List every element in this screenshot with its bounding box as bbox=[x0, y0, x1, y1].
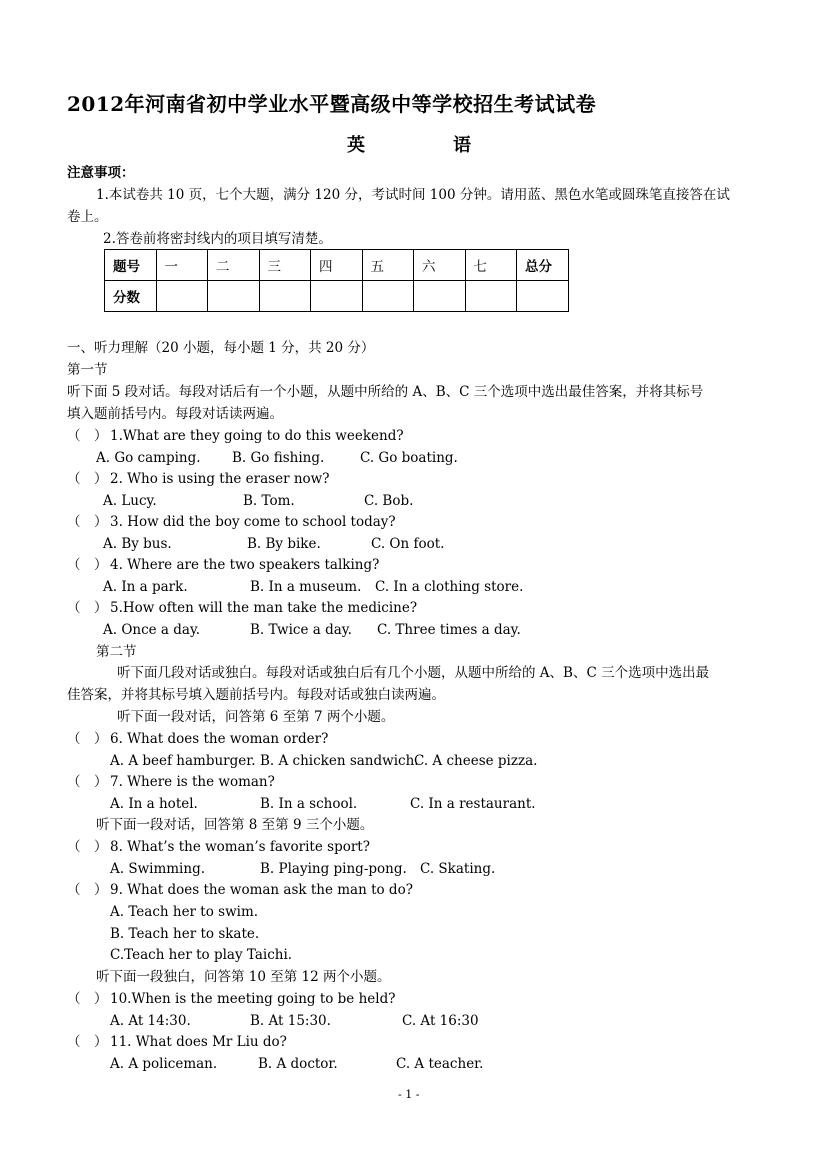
answer-paren[interactable]: （ ） bbox=[67, 471, 108, 487]
question-6: 6. What does the woman order? bbox=[110, 731, 329, 747]
answer-paren[interactable]: （ ） bbox=[67, 774, 108, 790]
option-a: A. A policeman. bbox=[110, 1056, 218, 1072]
table-cell: 六 bbox=[414, 250, 466, 281]
option-c: C. In a clothing store. bbox=[375, 579, 524, 595]
part-1-instructions-cont: 填入题前括号内。每段对话读两遍。 bbox=[67, 406, 283, 422]
question-2: 2. Who is using the eraser now? bbox=[110, 471, 330, 487]
page-number: - 1 - bbox=[398, 1088, 420, 1101]
score-input-cell[interactable] bbox=[362, 281, 414, 312]
table-cell: 题号 bbox=[105, 250, 157, 281]
option-a: A. Go camping. bbox=[96, 450, 201, 466]
notice-line-1: 1.本试卷共 10 页，七个大题，满分 120 分，考试时间 100 分钟。请用蓝、黑色水笔或圆珠笔直接答在试 bbox=[96, 187, 730, 203]
option-b: B. At 15:30. bbox=[250, 1013, 331, 1029]
table-cell: 四 bbox=[311, 250, 363, 281]
table-cell: 一 bbox=[156, 250, 208, 281]
answer-paren[interactable]: （ ） bbox=[67, 428, 108, 444]
score-table-header-row bbox=[105, 250, 569, 281]
part-1-heading: 第一节 bbox=[67, 362, 108, 378]
option-a: A. In a park. bbox=[103, 579, 188, 595]
section-1-heading: 一、听力理解（20 小题，每小题 1 分，共 20 分） bbox=[67, 340, 375, 356]
notice-line-1-cont: 卷上。 bbox=[67, 209, 108, 225]
table-cell: 总分 bbox=[517, 250, 569, 281]
subject-char-2: 语 bbox=[453, 135, 471, 156]
option-a: A. Teach her to swim. bbox=[110, 904, 259, 920]
option-b: B. In a school. bbox=[260, 796, 358, 812]
question-10: 10.When is the meeting going to be held? bbox=[110, 991, 396, 1007]
answer-paren[interactable]: （ ） bbox=[67, 514, 108, 530]
score-input-cell[interactable] bbox=[465, 281, 517, 312]
subject-char-1: 英 bbox=[347, 135, 365, 156]
option-c: C. Go boating. bbox=[360, 450, 458, 466]
table-cell: 三 bbox=[259, 250, 311, 281]
answer-paren[interactable]: （ ） bbox=[67, 882, 108, 898]
score-input-cell[interactable] bbox=[208, 281, 260, 312]
table-cell: 分数 bbox=[105, 281, 157, 312]
option-b: B. Go fishing. bbox=[232, 450, 325, 466]
option-c: C. Bob. bbox=[364, 493, 414, 509]
option-b: B. Teach her to skate. bbox=[110, 926, 260, 942]
question-4: 4. Where are the two speakers talking? bbox=[110, 557, 380, 573]
score-table bbox=[104, 249, 569, 312]
answer-paren[interactable]: （ ） bbox=[67, 1034, 108, 1050]
notice-line-2: 2.答卷前将密封线内的项目填写清楚。 bbox=[103, 231, 332, 247]
option-c: C. A teacher. bbox=[396, 1056, 484, 1072]
answer-paren[interactable]: （ ） bbox=[67, 839, 108, 855]
option-b: B. In a museum. bbox=[250, 579, 362, 595]
answer-paren[interactable]: （ ） bbox=[67, 600, 108, 616]
score-input-cell[interactable] bbox=[414, 281, 466, 312]
sub-instruction: 听下面一段独白，问答第 10 至第 12 两个小题。 bbox=[96, 969, 391, 985]
answer-paren[interactable]: （ ） bbox=[67, 991, 108, 1007]
question-8: 8. What’s the woman’s favorite sport? bbox=[110, 839, 370, 855]
option-b: B. A chicken sandwich. bbox=[260, 753, 419, 769]
option-a: A. By bus. bbox=[103, 536, 172, 552]
question-11: 11. What does Mr Liu do? bbox=[110, 1034, 287, 1050]
option-c: C.Teach her to play Taichi. bbox=[110, 947, 293, 963]
option-c: C. At 16:30 bbox=[402, 1013, 479, 1029]
option-b: B. By bike. bbox=[247, 536, 321, 552]
score-input-cell[interactable] bbox=[311, 281, 363, 312]
question-3: 3. How did the boy come to school today? bbox=[110, 514, 396, 530]
option-a: A. Swimming. bbox=[110, 861, 206, 877]
table-cell: 二 bbox=[208, 250, 260, 281]
question-9: 9. What does the woman ask the man to do? bbox=[110, 882, 413, 898]
option-c: C. On foot. bbox=[371, 536, 445, 552]
table-cell: 七 bbox=[465, 250, 517, 281]
exam-title: 2012年河南省初中学业水平暨高级中等学校招生考试试卷 bbox=[67, 92, 597, 116]
part-1-instructions: 听下面 5 段对话。每段对话后有一个小题，从题中所给的 A、B、C 三个选项中选出最佳答案，并将其标号 bbox=[67, 384, 704, 400]
sub-instruction: 听下面一段对话，问答第 6 至第 7 两个小题。 bbox=[117, 709, 395, 725]
question-1: 1.What are they going to do this weekend? bbox=[110, 428, 404, 444]
option-c: C. Three times a day. bbox=[377, 622, 521, 638]
part-2-instructions-cont: 佳答案，并将其标号填入题前括号内。每段对话或独白读两遍。 bbox=[67, 687, 445, 703]
part-2-instructions: 听下面几段对话或独白。每段对话或独白后有几个小题，从题中所给的 A、B、C 三个选项中选出最 bbox=[117, 665, 710, 681]
answer-paren[interactable]: （ ） bbox=[67, 557, 108, 573]
notice-heading: 注意事项： bbox=[67, 165, 135, 181]
question-7: 7. Where is the woman? bbox=[110, 774, 275, 790]
option-c: C. Skating. bbox=[420, 861, 496, 877]
option-c: C. In a restaurant. bbox=[410, 796, 536, 812]
option-a: A. In a hotel. bbox=[110, 796, 198, 812]
score-input-cell[interactable] bbox=[517, 281, 569, 312]
score-table-score-row bbox=[105, 281, 569, 312]
sub-instruction: 听下面一段对话，回答第 8 至第 9 三个小题。 bbox=[96, 817, 374, 833]
option-b: B. A doctor. bbox=[258, 1056, 338, 1072]
option-a: A. Lucy. bbox=[103, 493, 157, 509]
score-input-cell[interactable] bbox=[259, 281, 311, 312]
option-b: B. Twice a day. bbox=[250, 622, 352, 638]
answer-paren[interactable]: （ ） bbox=[67, 731, 108, 747]
option-a: A. A beef hamburger. bbox=[110, 753, 256, 769]
option-b: B. Tom. bbox=[243, 493, 295, 509]
option-b: B. Playing ping-pong. bbox=[260, 861, 407, 877]
option-a: A. At 14:30. bbox=[110, 1013, 191, 1029]
table-cell: 五 bbox=[362, 250, 414, 281]
option-a: A. Once a day. bbox=[103, 622, 201, 638]
option-c: C. A cheese pizza. bbox=[414, 753, 538, 769]
score-input-cell[interactable] bbox=[156, 281, 208, 312]
part-2-heading: 第二节 bbox=[96, 644, 137, 660]
question-5: 5.How often will the man take the medicine? bbox=[110, 600, 418, 616]
